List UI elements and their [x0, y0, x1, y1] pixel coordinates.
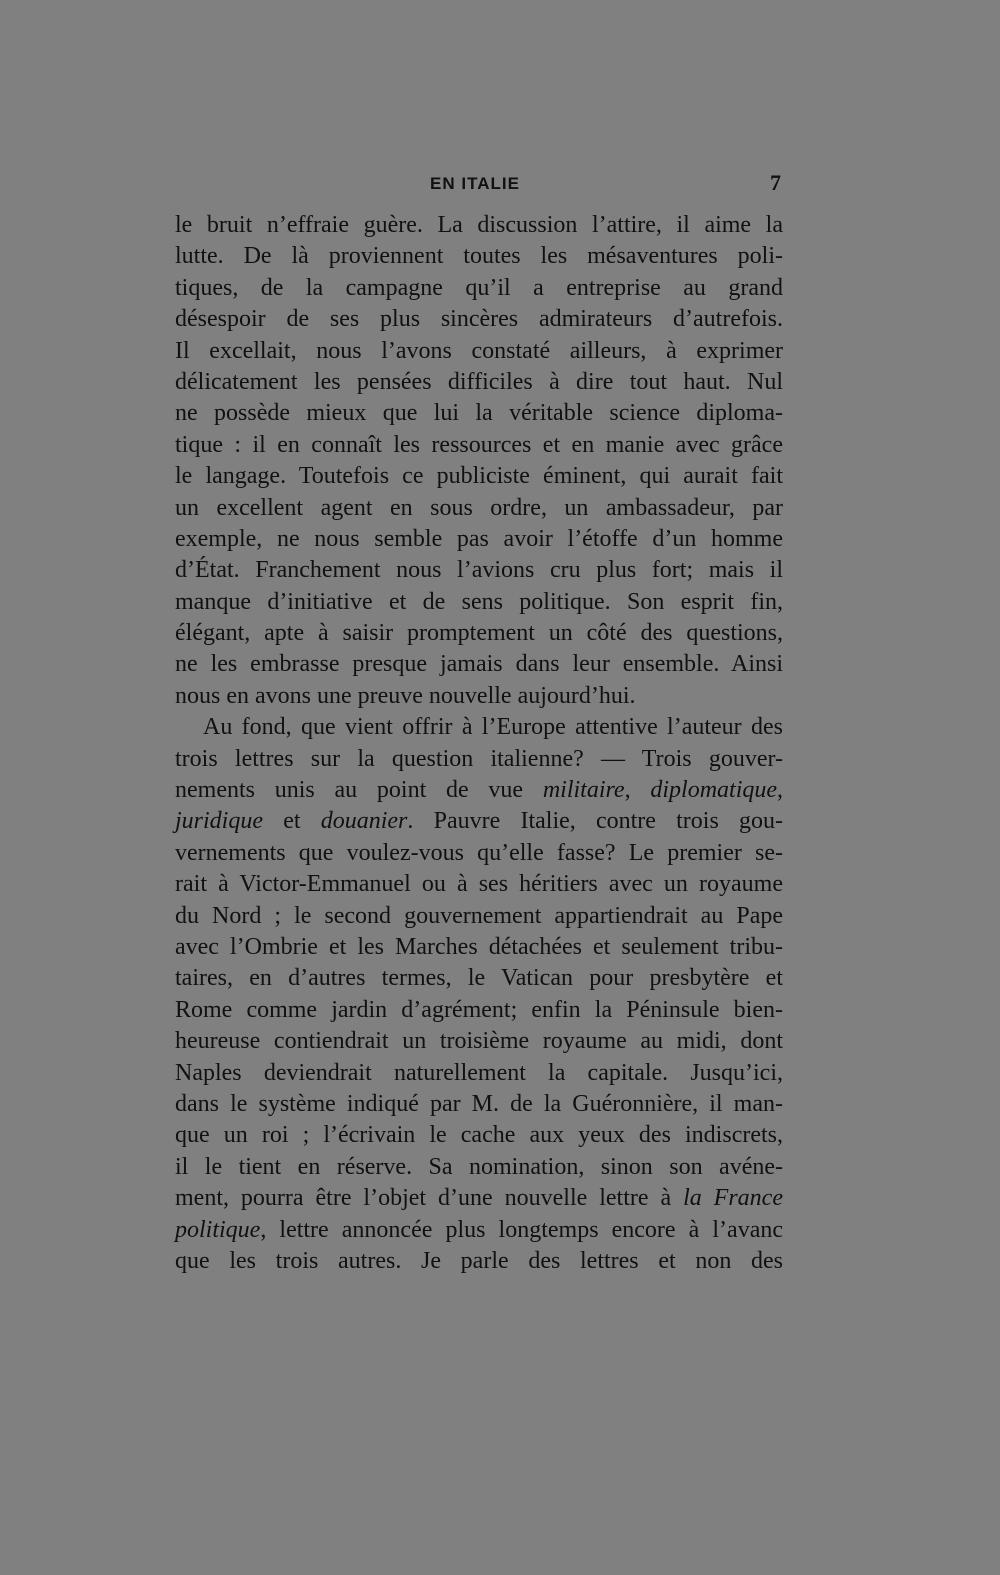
text-line: tiques, de la campagne qu’il a entreprise au grand — [175, 274, 783, 301]
text-run: , — [777, 777, 784, 804]
text-line: exemple, ne nous semble pas avoir l’étoffe d’un homme — [175, 525, 783, 552]
italic-run: diplomatique — [650, 777, 778, 804]
paragraph-end-line: nous en avons une preuve nouvelle aujourd’hui. — [175, 682, 636, 709]
text-line: trois lettres sur la question italienne? — Trois gouver- — [175, 745, 783, 772]
paragraph-start-line: Au fond, que vient offrir à l’Europe attentive l’auteur des — [203, 714, 783, 741]
running-head — [175, 170, 781, 198]
text-line — [175, 1183, 783, 1214]
italic-run: politique — [175, 1216, 261, 1243]
text-line — [175, 806, 783, 837]
text-line: manque d’initiative et de sens politique. Son esprit fin, — [175, 588, 783, 615]
text-line: délicatement les pensées difficiles à dire tout haut. Nul — [175, 368, 783, 395]
text-run: ment, pourra être l’objet d’une nouvelle lettre à — [175, 1185, 684, 1212]
body-text — [175, 210, 783, 1277]
text-line: dans le système indiqué par M. de la Guéronnière, il man- — [175, 1090, 783, 1117]
text-line: avec l’Ombrie et les Marches détachées et seulement tribu- — [175, 933, 783, 960]
text-line: désespoir de ses plus sincères admirateurs d’autrefois. — [175, 306, 783, 333]
text-line: du Nord ; le second gouvernement appartiendrait au Pape — [175, 902, 783, 929]
italic-run: la France — [683, 1185, 783, 1212]
text-line: heureuse contiendrait un troisième royaume au midi, dont — [175, 1028, 783, 1055]
text-line: il le tient en réserve. Sa nomination, sinon son avéne- — [175, 1153, 783, 1180]
italic-run: militaire — [542, 777, 625, 804]
text-line: Il excellait, nous l’avons constaté ailleurs, à exprimer — [175, 337, 783, 364]
text-line: le langage. Toutefois ce publiciste éminent, qui aurait fait — [175, 463, 783, 490]
text-line: que les trois autres. Je parle des lettres et non des — [175, 1247, 783, 1274]
text-line: ne possède mieux que lui la véritable science diploma- — [175, 400, 783, 427]
text-run: , lettre annoncée plus longtemps encore à l’avanc — [260, 1216, 783, 1243]
text-line: Rome comme jardin d’agrément; enfin la Péninsule bien- — [175, 996, 783, 1023]
text-line: le bruit n’effraie guère. La discussion l’attire, il aime la — [175, 212, 783, 238]
text-line: vernements que voulez-vous qu’elle fasse? Le premier se- — [175, 839, 783, 866]
text-line: taires, en d’autres termes, le Vatican pour presbytère et — [175, 965, 783, 992]
italic-run: juridique — [175, 808, 263, 835]
text-line: ne les embrasse presque jamais dans leur ensemble. Ainsi — [175, 651, 783, 678]
text-line: que un roi ; l’écrivain le cache aux yeux des indiscrets, — [175, 1122, 783, 1149]
text-line: élégant, apte à saisir promptement un côté des questions, — [175, 620, 783, 647]
page-number: 7 — [770, 170, 781, 195]
text-line: rait à Victor-Emmanuel ou à ses héritiers avec un royaume — [175, 871, 783, 898]
text-run: nements unis au point de vue — [175, 777, 543, 804]
text-line — [175, 775, 783, 806]
text-run: et — [263, 808, 321, 835]
text-run: . Pauvre Italie, contre trois gou- — [407, 808, 783, 835]
text-line: tique : il en connaît les ressources et en manie avec grâce — [175, 431, 783, 458]
text-line: lutte. De là proviennent toutes les mésaventures poli- — [175, 243, 783, 270]
text-run: , — [624, 777, 651, 804]
text-line: Naples deviendrait naturellement la capitale. Jusqu’ici, — [175, 1059, 783, 1086]
text-line: un excellent agent en sous ordre, un ambassadeur, par — [175, 494, 783, 521]
italic-run: douanier — [320, 808, 408, 835]
running-title: EN ITALIE — [430, 174, 520, 193]
text-line: d’État. Franchement nous l’avions cru plus fort; mais il — [175, 557, 783, 584]
text-line — [175, 1215, 783, 1246]
